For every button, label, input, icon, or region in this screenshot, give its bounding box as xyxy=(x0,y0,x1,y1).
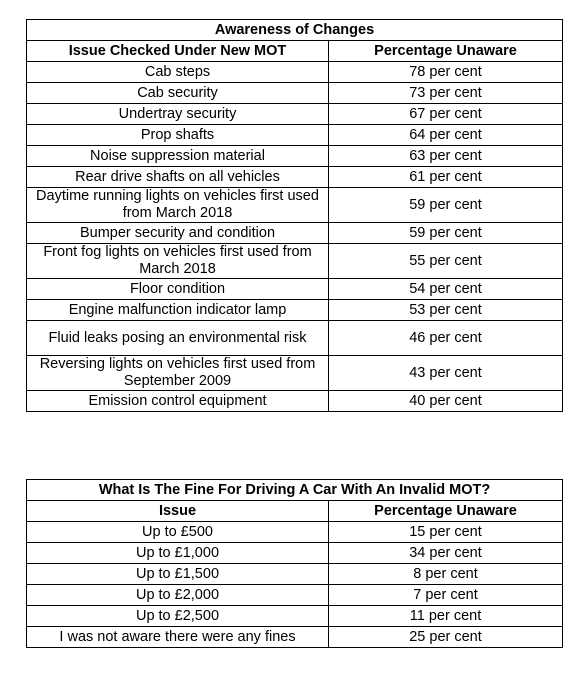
issue-cell: Up to £2,000 xyxy=(27,585,329,606)
column-header-percentage: Percentage Unaware xyxy=(329,501,563,522)
percentage-cell: 25 per cent xyxy=(329,627,563,648)
issue-cell: Noise suppression material xyxy=(27,146,329,167)
issue-cell: Reversing lights on vehicles first used from September 2009 xyxy=(27,356,329,391)
table-row xyxy=(27,167,563,188)
percentage-cell: 67 per cent xyxy=(329,104,563,125)
table-row xyxy=(27,104,563,125)
table-header-row xyxy=(27,501,563,522)
table-row xyxy=(27,522,563,543)
issue-cell: Up to £1,500 xyxy=(27,564,329,585)
percentage-cell: 40 per cent xyxy=(329,391,563,412)
table-row xyxy=(27,62,563,83)
table-title: What Is The Fine For Driving A Car With An Invalid MOT? xyxy=(27,480,563,501)
issue-cell: Up to £1,000 xyxy=(27,543,329,564)
column-header-issue: Issue xyxy=(27,501,329,522)
table-title-row xyxy=(27,20,563,41)
table-row xyxy=(27,279,563,300)
issue-cell: Fluid leaks posing an environmental risk xyxy=(27,321,329,356)
percentage-cell: 53 per cent xyxy=(329,300,563,321)
invalid-mot-fine-table xyxy=(26,479,563,648)
issue-cell: Rear drive shafts on all vehicles xyxy=(27,167,329,188)
table-row xyxy=(27,585,563,606)
percentage-cell: 7 per cent xyxy=(329,585,563,606)
issue-cell: Prop shafts xyxy=(27,125,329,146)
issue-cell: Floor condition xyxy=(27,279,329,300)
percentage-cell: 55 per cent xyxy=(329,244,563,279)
issue-cell: Daytime running lights on vehicles first used from March 2018 xyxy=(27,188,329,223)
issue-cell: Front fog lights on vehicles first used from March 2018 xyxy=(27,244,329,279)
table-row xyxy=(27,321,563,356)
issue-cell: I was not aware there were any fines xyxy=(27,627,329,648)
percentage-cell: 59 per cent xyxy=(329,188,563,223)
table-row xyxy=(27,627,563,648)
percentage-cell: 59 per cent xyxy=(329,223,563,244)
table-row xyxy=(27,223,563,244)
percentage-cell: 34 per cent xyxy=(329,543,563,564)
percentage-cell: 43 per cent xyxy=(329,356,563,391)
percentage-cell: 8 per cent xyxy=(329,564,563,585)
table-header-row xyxy=(27,41,563,62)
column-header-issue: Issue Checked Under New MOT xyxy=(27,41,329,62)
issue-cell: Emission control equipment xyxy=(27,391,329,412)
table-row xyxy=(27,244,563,279)
table-row xyxy=(27,146,563,167)
table-row xyxy=(27,543,563,564)
issue-cell: Cab steps xyxy=(27,62,329,83)
awareness-of-changes-table xyxy=(26,19,563,412)
issue-cell: Up to £500 xyxy=(27,522,329,543)
table-row xyxy=(27,125,563,146)
percentage-cell: 64 per cent xyxy=(329,125,563,146)
table-title-row xyxy=(27,480,563,501)
percentage-cell: 54 per cent xyxy=(329,279,563,300)
column-header-percentage: Percentage Unaware xyxy=(329,41,563,62)
percentage-cell: 78 per cent xyxy=(329,62,563,83)
table-row xyxy=(27,83,563,104)
issue-cell: Cab security xyxy=(27,83,329,104)
issue-cell: Bumper security and condition xyxy=(27,223,329,244)
percentage-cell: 63 per cent xyxy=(329,146,563,167)
table-title: Awareness of Changes xyxy=(27,20,563,41)
percentage-cell: 46 per cent xyxy=(329,321,563,356)
table-row xyxy=(27,300,563,321)
table-row xyxy=(27,606,563,627)
issue-cell: Up to £2,500 xyxy=(27,606,329,627)
percentage-cell: 15 per cent xyxy=(329,522,563,543)
table-row xyxy=(27,188,563,223)
table-row xyxy=(27,391,563,412)
percentage-cell: 11 per cent xyxy=(329,606,563,627)
issue-cell: Undertray security xyxy=(27,104,329,125)
percentage-cell: 73 per cent xyxy=(329,83,563,104)
table-row xyxy=(27,564,563,585)
percentage-cell: 61 per cent xyxy=(329,167,563,188)
issue-cell: Engine malfunction indicator lamp xyxy=(27,300,329,321)
table-row xyxy=(27,356,563,391)
